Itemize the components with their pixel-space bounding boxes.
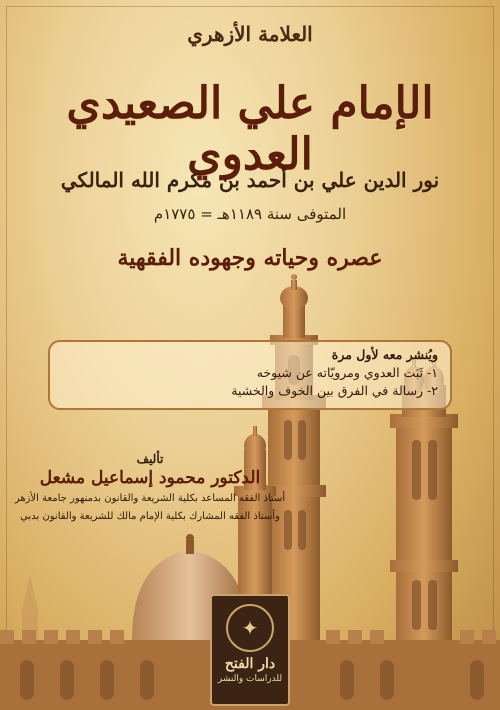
publisher-subtitle: للدراسات والنشر — [217, 674, 283, 684]
cover-subtitle: العلامة الأزهري — [187, 22, 313, 46]
author-label: تأليف — [136, 452, 164, 466]
appendix-item: ١- ثَبَت العدوي ومرويّاته عن شيوخه — [256, 365, 438, 380]
cover-full-name: نور الدين علي بن أحمد بن مكرم الله المالكي — [60, 168, 440, 192]
publisher-logo — [210, 594, 290, 706]
appendix-box — [48, 340, 452, 410]
appendix-header: ويُنشر معه لأول مرة — [331, 347, 438, 362]
appendix-item: ٢- رسالة في الفرق بين الخوف والخشية — [231, 383, 438, 398]
author-block — [10, 452, 290, 524]
author-role: وأستاذ الفقه المشارك بكلية الإمام مالك للشريعة والقانون بدبي — [20, 511, 280, 522]
cover-death-date: المتوفى سنة ١١٨٩هـ = ١٧٧٥م — [153, 205, 347, 223]
cover-main-title: الإمام علي الصعيدي العدوي — [66, 78, 434, 180]
cover-topic: عصره وحياته وجهوده الفقهية — [117, 245, 383, 271]
publisher-name: دار الفتح — [224, 656, 276, 672]
author-role: أستاذ الفقه المساعد بكلية الشريعة والقانون بدمنهور جامعة الأزهر — [14, 493, 286, 504]
publisher-emblem-icon: ✦ — [226, 604, 274, 652]
author-name: الدكتور محمود إسماعيل مشعل — [39, 468, 261, 488]
